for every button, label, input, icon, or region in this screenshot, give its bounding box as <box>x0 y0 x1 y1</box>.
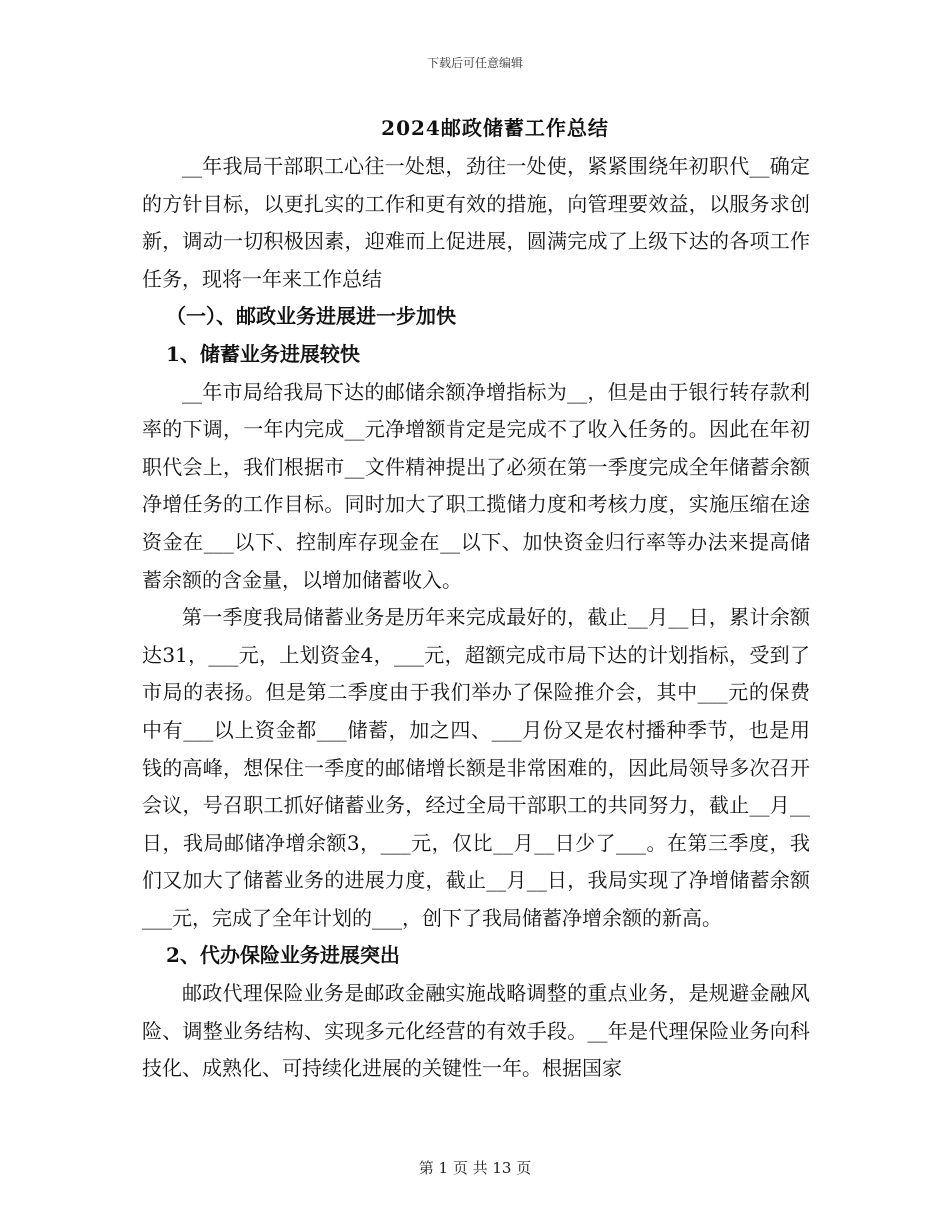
insurance-paragraph-1: 邮政代理保险业务是邮政金融实施战略调整的重点业务，是规避金融风险、调整业务结构、实现多元化经营的有效手段。__年是代理保险业务向科技化、成熟化、可持续化进展的关键性一年。根据国家 <box>142 981 810 1081</box>
subsection-heading-insurance: 2、代办保险业务进展突出 <box>166 943 400 968</box>
intro-paragraph: __年我局干部职工心往一处想，劲往一处使，紧紧围绕年初职代__确定的方针目标，以更扎实的工作和更有效的措施，向管理要效益，以服务求创新，调动一切积极因素，迎难而上促进展，圆满完成了上级下达的各项工作任务，现将一年来工作总结 <box>142 154 810 291</box>
section-heading: （一）、邮政业务进展进一步加快 <box>166 304 456 329</box>
document-body <box>142 148 810 1088</box>
subsection-heading-savings: 1、储蓄业务进展较快 <box>166 341 360 366</box>
savings-paragraph-1: __年市局给我局下达的邮储余额净增指标为__，但是由于银行转存款利率的下调，一年内完成__元净增额肯定是完成不了收入任务的。因此在年初职代会上，我们根据市__文件精神提出了必须在第一季度完成全年储蓄余额净增任务的工作目标。同时加大了职工揽储力度和考核力度，实施压缩在途资金在___以下、控制库存现金在__以下、加快资金归行率等办法来提高储蓄余额的含金量，以增加储蓄收入。 <box>142 379 810 592</box>
document-title: 2024邮政储蓄工作总结 <box>381 116 609 140</box>
header-note: 下载后可任意编辑 <box>426 56 523 70</box>
page-footer: 第 1 页 共 13 页 <box>418 1159 532 1177</box>
savings-paragraph-2: 第一季度我局储蓄业务是历年来完成最好的，截止__月__日，累计余额达31，___元，上划资金4，___元，超额完成市局下达的计划指标，受到了市局的表扬。但是第二季度由于我们举办了保险推介会，其中___元的保费中有___以上资金都___储蓄，加之四、___月份又是农村播种季节，也是用钱的高峰，想保住一季度的邮储增长额是非常困难的，因此局领导多次召开会议，号召职工抓好储蓄业务，经过全局干部职工的共同努力，截止__月__日，我局邮储净增余额3，___元，仅比__月__日少了___。在第三季度，我们又加大了储蓄业务的进展力度，截止__月__日，我局实现了净增储蓄余额___元，完成了全年计划的___，创下了我局储蓄净增余额的新高。 <box>142 605 810 930</box>
